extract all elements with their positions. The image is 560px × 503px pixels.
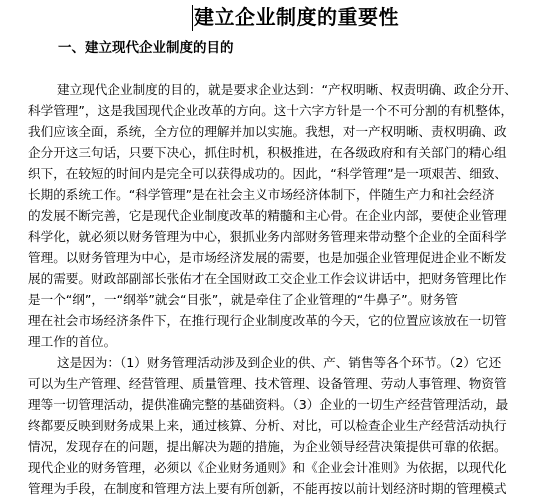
paragraph-line: 情况，发现存在的问题，提出解决为题的措施，为企业领导经营决策提供可靠的依据。 <box>28 439 507 454</box>
paragraph-line: 科学化，就必须以财务管理为中心，狠抓业务内部财务管理来带动整个企业的全面科学 <box>28 229 507 244</box>
text-cursor <box>192 5 193 31</box>
paragraph-line: 的发展不断完善，它是现代企业制度改革的精髓和主心骨。在企业内部，要使企业管理 <box>28 208 507 223</box>
document-title <box>194 4 399 30</box>
paragraph-line: 管理为手段，在制度和管理方法上要有所创新，不能再按以前计划经济时期的管理模式 <box>28 481 507 496</box>
paragraph-line: 建立现代企业制度的目的，就是要求企业达到：“产权明晰、权责明确、政企分开、 <box>57 82 517 97</box>
paragraph-line: 理等一切管理活动，提供准确完整的基础资料。（3）企业的一切生产经营管理活动，最 <box>28 397 509 412</box>
paragraph-line: 织下，在较短的时间内是完全可以获得成功的。因此，“科学管理”是一项艰苦、细致、 <box>28 166 508 181</box>
paragraph-line: 现代企业的财务管理，必须以《企业财务通则》和《企业会计准则》为依据，以现代化 <box>28 460 507 475</box>
paragraph-line: 可以为生产管理、经营管理、质量管理、技术管理、设备管理、劳动人事管理、物资管 <box>28 376 507 391</box>
paragraph-line: 管理。以财务管理为中心，是市场经济发展的需要，也是加强企业管理促进企业不断发 <box>28 250 507 265</box>
section-heading: 一、建立现代企业制度的目的 <box>58 40 234 56</box>
paragraph-line: 展的需要。财政部副部长张佑才在全国财政工交企业工作会议讲话中，把财务管理比作 <box>28 271 507 286</box>
paragraph-line: 理工作的首位。 <box>28 334 117 349</box>
paragraph-line: 理在社会市场经济条件下，在推行现行企业制度改革的今天，它的位置应该放在一切管 <box>28 313 507 328</box>
paragraph-line: 终都要反映到财务成果上来，通过核算、分析、对比，可以检查企业生产经营活动执行 <box>28 418 507 433</box>
document-title-text: 建立企业制度的重要性 <box>194 5 399 29</box>
paragraph-line: 企分开这三句话，只要下决心，抓住时机，积极推进，在各级政府和有关部门的精心组 <box>28 145 507 160</box>
paragraph-line: 这是因为：（1）财务管理活动涉及到企业的供、产、销售等各个环节。（2）它还 <box>57 355 502 370</box>
paragraph-line: 是一个“纲”，一“纲举”就会“目张”，就是牵住了企业管理的“牛鼻子”。财务管 <box>28 292 459 307</box>
paragraph-line: 长期的系统工作。“科学管理”是在社会主义市场经济体制下，伴随生产力和社会经济 <box>28 187 495 202</box>
paragraph-line: 科学管理”，这是我国现代企业改革的方向。这十六字方针是一个不可分割的有机整体， <box>28 103 514 118</box>
paragraph-line: 我们应该全面，系统，全方位的理解并加以实施。我想，对一产权明晰、责权明确、政 <box>28 124 507 139</box>
